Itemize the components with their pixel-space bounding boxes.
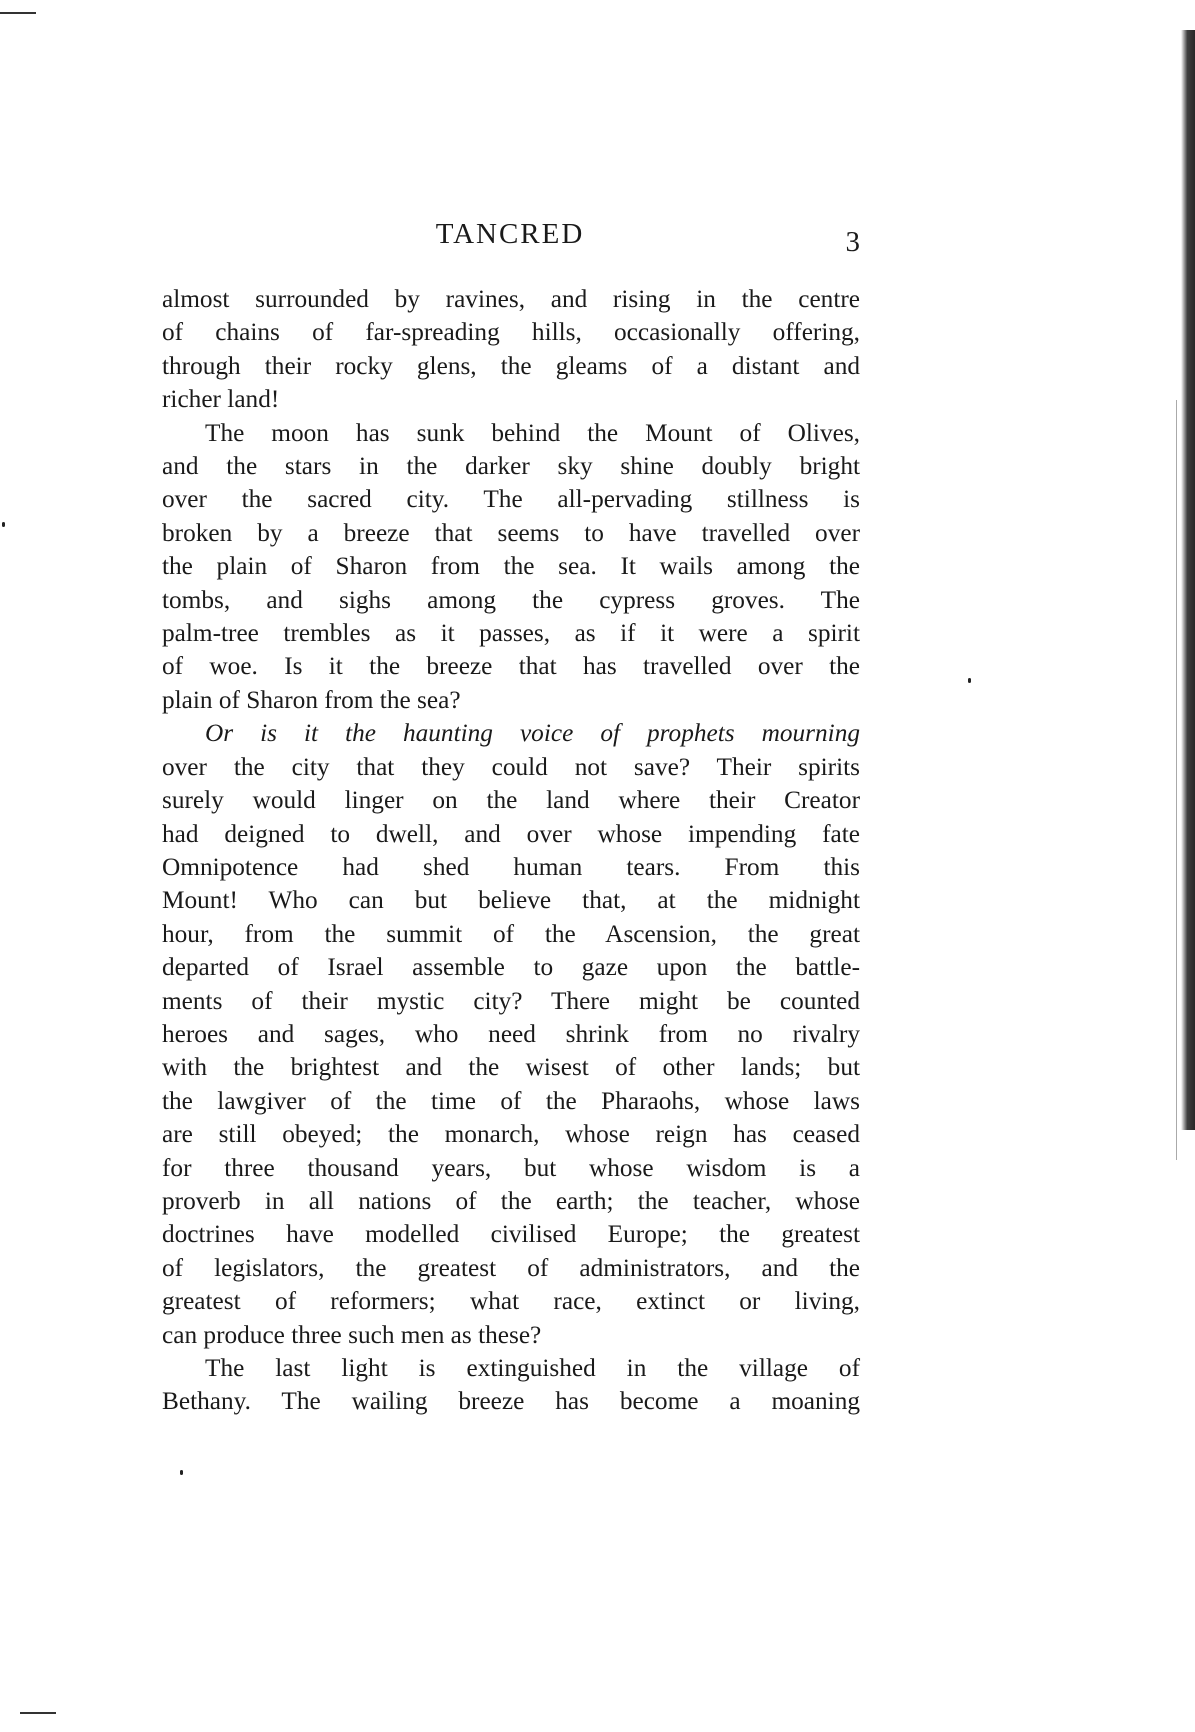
text-line: the lawgiver of the time of the Pharaohs, whose laws — [162, 1086, 860, 1115]
text-line: The last light is extinguished in the village of — [205, 1354, 860, 1382]
text-line: are still obeyed; the monarch, whose reign has ceased — [162, 1120, 860, 1149]
text-line: The moon has sunk behind the Mount of Olives, — [205, 418, 860, 447]
body-text — [162, 283, 860, 1419]
text-line: doctrines have modelled civilised Europe; the greatest — [162, 1220, 860, 1249]
text-line: of chains of far-spreading hills, occasionally offering, — [162, 318, 860, 347]
running-header — [160, 218, 860, 258]
text-line: ments of their mystic city? There might be counted — [162, 986, 860, 1015]
page-number: 3 — [845, 226, 860, 258]
text-line: surely would linger on the land where their Creator — [162, 786, 860, 815]
running-title: TANCRED — [435, 218, 585, 250]
text-line: had deigned to dwell, and over whose impending fate — [162, 819, 860, 848]
text-line: departed of Israel assemble to gaze upon the battle- — [162, 953, 860, 982]
text-line: through their rocky glens, the gleams of a distant and — [162, 351, 860, 380]
text-line: plain of Sharon from the sea? — [162, 685, 461, 714]
text-line: Or is it the haunting voice of prophets mourning — [205, 719, 860, 748]
text-line: for three thousand years, but whose wisdom is a — [162, 1153, 860, 1182]
text-line: hour, from the summit of the Ascension, the great — [162, 919, 860, 948]
text-line: greatest of reformers; what race, extinct or living, — [162, 1287, 860, 1316]
text-line: of legislators, the greatest of administrators, and the — [162, 1253, 860, 1282]
text-line: tombs, and sighs among the cypress groves. The — [162, 585, 860, 614]
text-line: Bethany. The wailing breeze has become a moaning — [162, 1387, 860, 1416]
text-line: almost surrounded by ravines, and rising in the centre — [162, 285, 860, 313]
text-line: Mount! Who can but believe that, at the midnight — [162, 886, 860, 915]
scan-mark-top-left — [0, 12, 36, 14]
scan-speck — [180, 1470, 183, 1475]
text-line: with the brightest and the wisest of other lands; but — [162, 1053, 860, 1082]
text-line: can produce three such men as these? — [162, 1320, 542, 1349]
text-line: Omnipotence had shed human tears. From this — [162, 852, 860, 881]
scan-mark-bottom-left — [20, 1712, 56, 1714]
scan-speck — [968, 678, 971, 683]
scan-speck — [2, 522, 5, 527]
page-binding-shadow — [1181, 30, 1195, 1130]
page-edge-line — [1176, 400, 1177, 1160]
text-line: over the sacred city. The all-pervading stillness is — [162, 485, 860, 514]
text-line: and the stars in the darker sky shine doubly bright — [162, 452, 860, 481]
text-line: palm-tree trembles as it passes, as if it were a spirit — [162, 619, 860, 648]
text-line: broken by a breeze that seems to have travelled over — [162, 518, 860, 547]
text-line: of woe. Is it the breeze that has travelled over the — [162, 652, 860, 681]
text-line: proverb in all nations of the earth; the teacher, whose — [162, 1186, 860, 1215]
text-line: the plain of Sharon from the sea. It wails among the — [162, 552, 860, 581]
text-line: richer land! — [162, 385, 280, 414]
text-line: over the city that they could not save? Their spirits — [162, 752, 860, 781]
text-line: heroes and sages, who need shrink from no rivalry — [162, 1019, 860, 1048]
